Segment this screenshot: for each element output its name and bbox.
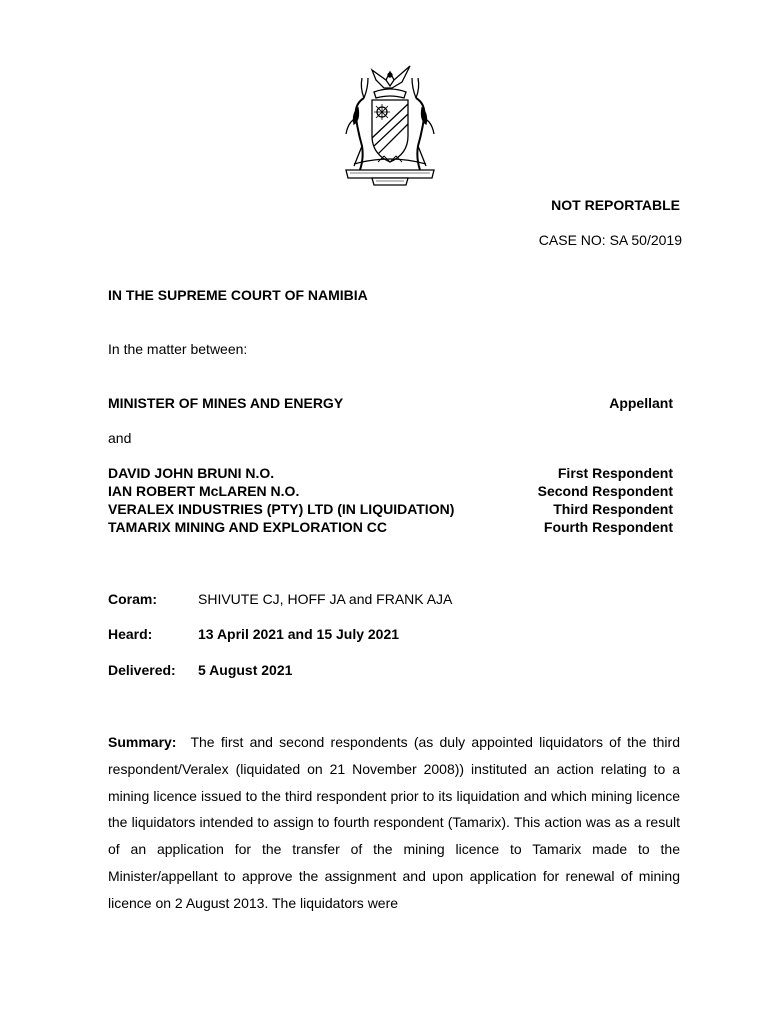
respondent-name: IAN ROBERT McLAREN N.O. <box>108 483 300 499</box>
respondent-role: Second Respondent <box>537 483 673 499</box>
heard-label: Heard: <box>108 626 153 642</box>
reportable-status: NOT REPORTABLE <box>551 197 680 213</box>
appellant-name: MINISTER OF MINES AND ENERGY <box>108 395 344 411</box>
case-number: CASE NO: SA 50/2019 <box>538 232 682 248</box>
delivered-value: 5 August 2021 <box>198 662 293 678</box>
respondent-name: TAMARIX MINING AND EXPLORATION CC <box>108 519 387 535</box>
court-name: IN THE SUPREME COURT OF NAMIBIA <box>108 287 368 303</box>
respondent-name: VERALEX INDUSTRIES (PTY) LTD (IN LIQUIDATION) <box>108 501 455 517</box>
appellant-role: Appellant <box>609 395 673 411</box>
matter-between: In the matter between: <box>108 341 248 357</box>
respondent-role: Third Respondent <box>553 501 673 517</box>
summary-text: The first and second respondents (as duly appointed liquidators of the third respondent/Veralex (liquidated on 21 November 2008)) instituted an action relating to a mining licence issued to the third respondent prior to its liquidation and which mining licence the liquidators intended to assign to fourth respondent (Tamarix). This action was as a result of an application for the transfer of the mining licence to Tamarix made to the Minister/appellant to approve the assignment and upon application for renewal of mining licence on 2 August 2013. The liquidators were <box>108 734 680 911</box>
respondent-roles <box>500 464 673 536</box>
heard-value: 13 April 2021 and 15 July 2021 <box>198 626 400 642</box>
coram-label: Coram: <box>108 591 158 607</box>
summary-label: Summary: <box>108 734 177 750</box>
respondent-role: Fourth Respondent <box>543 519 673 535</box>
respondent-role: First Respondent <box>557 465 673 481</box>
respondent-name: DAVID JOHN BRUNI N.O. <box>108 465 275 481</box>
summary-paragraph <box>108 729 680 917</box>
delivered-label: Delivered: <box>108 662 176 678</box>
coram-value: SHIVUTE CJ, HOFF JA and FRANK AJA <box>198 591 453 607</box>
namibia-coat-of-arms-icon <box>334 58 446 186</box>
and-text: and <box>108 430 132 446</box>
respondent-names <box>108 464 508 536</box>
